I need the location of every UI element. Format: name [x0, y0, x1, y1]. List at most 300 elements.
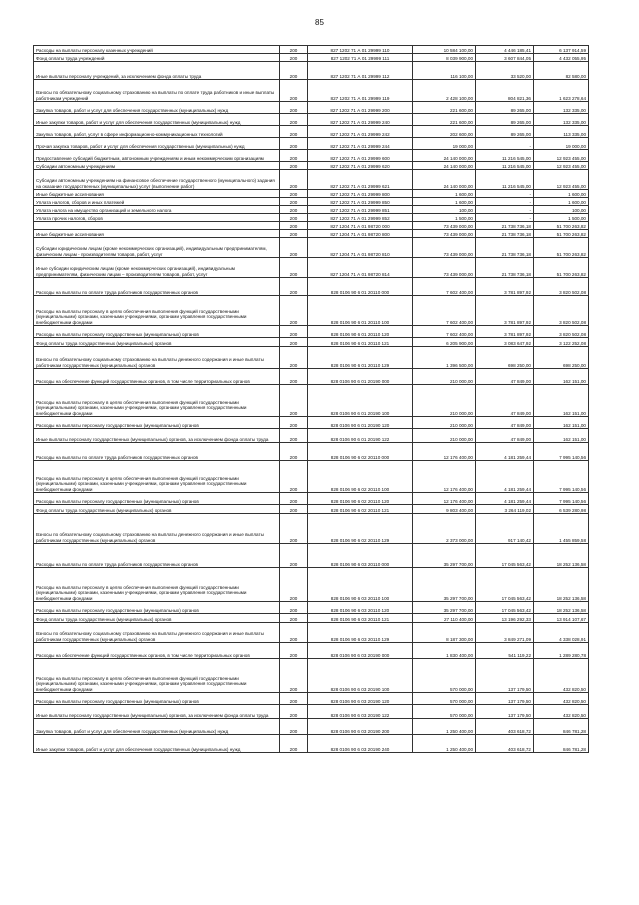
- row-description: Предоставление субсидий бюджетным, автономным учреждениям и иным некоммерческим организациям: [34, 150, 280, 162]
- row-line-code: 200: [280, 170, 308, 190]
- row-description: Иные бюджетные ассигнования: [34, 190, 280, 198]
- row-executed-amount: 403 618,72: [476, 719, 534, 735]
- row-remaining-amount: 3 820 502,08: [534, 278, 589, 296]
- row-approved-amount: 2 428 100,00: [413, 80, 476, 102]
- row-remaining-amount: 432 820,50: [534, 693, 589, 705]
- row-line-code: 200: [280, 735, 308, 753]
- row-description: Расходы на обеспечение функций государственных органов, в том числе территориальных органов: [34, 643, 280, 659]
- row-description: Иные субсидии юридическим лицам (кроме некоммерческих организаций), индивидуальным предпринимателям, физическим лицам – производителям товаров, работ, услуг: [34, 258, 280, 278]
- row-line-code: 200: [280, 568, 308, 602]
- table-row: [34, 326, 589, 338]
- row-executed-amount: 3 781 897,92: [476, 296, 534, 326]
- row-approved-amount: 1 500,00: [413, 214, 476, 222]
- row-executed-amount: 3 849 271,09: [476, 623, 534, 643]
- row-remaining-amount: 4 338 028,91: [534, 623, 589, 643]
- row-classification-code: 828 0106 90 6 03 20190 200: [308, 719, 413, 735]
- row-executed-amount: -: [476, 198, 534, 206]
- row-line-code: 200: [280, 514, 308, 544]
- row-line-code: 200: [280, 369, 308, 385]
- row-description: Фонд оплаты труда учреждений: [34, 54, 280, 62]
- row-description: Субсидии автономным учреждениям: [34, 162, 280, 170]
- row-executed-amount: 47 849,00: [476, 417, 534, 429]
- row-line-code: 200: [280, 326, 308, 338]
- row-description: Расходы на выплаты персоналу в целях обеспечения выполнения функций государственными (муниципальными) органами, казенными учреждениями, органами управления государственными внебюджетными фондами: [34, 568, 280, 602]
- row-line-code: 200: [280, 505, 308, 514]
- row-executed-amount: -: [476, 190, 534, 198]
- row-approved-amount: 27 110 400,00: [413, 614, 476, 623]
- row-description: Уплата налогов, сборов и иных платежей: [34, 198, 280, 206]
- row-line-code: 200: [280, 190, 308, 198]
- row-line-code: 200: [280, 278, 308, 296]
- row-classification-code: 828 0106 90 6 03 20110 121: [308, 614, 413, 623]
- row-approved-amount: 73 439 000,00: [413, 222, 476, 230]
- row-executed-amount: 21 738 736,18: [476, 238, 534, 258]
- row-approved-amount: 6 205 900,00: [413, 338, 476, 347]
- row-remaining-amount: 132 335,00: [534, 102, 589, 114]
- row-approved-amount: 10 584 100,00: [413, 46, 476, 54]
- row-remaining-amount: 100,00: [534, 206, 589, 214]
- row-remaining-amount: 1 500,00: [534, 214, 589, 222]
- row-line-code: 200: [280, 62, 308, 80]
- table-row: [34, 102, 589, 114]
- row-approved-amount: 1 830 400,00: [413, 643, 476, 659]
- row-remaining-amount: 13 914 107,67: [534, 614, 589, 623]
- row-classification-code: 828 0106 90 6 01 20110 120: [308, 326, 413, 338]
- row-executed-amount: 11 216 545,00: [476, 150, 534, 162]
- row-description: Субсидии юридическим лицам (кроме некоммерческих организаций), индивидуальным предпринимателям, физическим лицам - производителям товаров, работ, услуг: [34, 238, 280, 258]
- row-executed-amount: 21 738 736,18: [476, 222, 534, 230]
- row-description: Расходы на выплаты персоналу государственных (муниципальных) органов: [34, 417, 280, 429]
- row-executed-amount: 3 781 897,92: [476, 278, 534, 296]
- row-line-code: 200: [280, 126, 308, 138]
- row-executed-amount: 4 181 259,44: [476, 443, 534, 461]
- table-row: [34, 278, 589, 296]
- row-approved-amount: 35 297 700,00: [413, 602, 476, 614]
- row-classification-code: 827 1202 71 А 01 29999 620: [308, 162, 413, 170]
- row-classification-code: 828 0106 90 6 03 20190 120: [308, 693, 413, 705]
- table-row: [34, 369, 589, 385]
- row-description: Закупка товаров, работ и услуг для обеспечения государственных (муниципальных) нужд: [34, 719, 280, 735]
- row-approved-amount: 12 176 400,00: [413, 493, 476, 505]
- row-executed-amount: 11 216 545,00: [476, 162, 534, 170]
- table-row: [34, 385, 589, 417]
- row-description: Закупка товаров, работ, услуг в сфере информационно-коммуникационных технологий: [34, 126, 280, 138]
- row-line-code: 200: [280, 705, 308, 719]
- row-executed-amount: 17 045 563,42: [476, 602, 534, 614]
- row-remaining-amount: 51 700 263,82: [534, 230, 589, 238]
- row-executed-amount: -: [476, 138, 534, 150]
- row-approved-amount: 73 439 000,00: [413, 238, 476, 258]
- row-approved-amount: 570 000,00: [413, 659, 476, 693]
- page-number: 85: [315, 18, 324, 27]
- table-row: [34, 258, 589, 278]
- row-remaining-amount: 6 137 914,59: [534, 46, 589, 54]
- table-row: [34, 80, 589, 102]
- row-description: Расходы на выплаты персоналу в целях обеспечения выполнения функций государственными (муниципальными) органами, казенными учреждениями, органами управления государственными внебюджетными фондами: [34, 385, 280, 417]
- table-row: [34, 705, 589, 719]
- row-remaining-amount: 162 151,00: [534, 417, 589, 429]
- table-row: [34, 429, 589, 443]
- row-executed-amount: 4 181 259,44: [476, 461, 534, 493]
- row-description: Фонд оплаты труда государственных (муниципальных) органов: [34, 505, 280, 514]
- row-remaining-amount: 698 250,00: [534, 347, 589, 369]
- row-approved-amount: 9 803 400,00: [413, 505, 476, 514]
- row-executed-amount: 89 265,00: [476, 126, 534, 138]
- row-line-code: 200: [280, 417, 308, 429]
- row-classification-code: 828 0106 90 6 02 20110 100: [308, 461, 413, 493]
- row-executed-amount: -: [476, 206, 534, 214]
- row-executed-amount: 21 738 736,18: [476, 230, 534, 238]
- row-approved-amount: 73 439 000,00: [413, 258, 476, 278]
- row-classification-code: 827 1202 71 А 01 29999 850: [308, 198, 413, 206]
- table-row: [34, 296, 589, 326]
- row-approved-amount: 570 000,00: [413, 705, 476, 719]
- row-classification-code: 828 0106 90 6 03 20110 100: [308, 568, 413, 602]
- row-executed-amount: 3 607 844,05: [476, 54, 534, 62]
- row-classification-code: 828 0106 90 6 01 20110 100: [308, 296, 413, 326]
- row-remaining-amount: 1 289 280,78: [534, 643, 589, 659]
- row-classification-code: 828 0106 90 6 03 20190 100: [308, 659, 413, 693]
- row-line-code: 200: [280, 222, 308, 230]
- table-row: [34, 62, 589, 80]
- row-remaining-amount: 12 923 455,00: [534, 162, 589, 170]
- row-classification-code: 827 1204 71 А 01 98720 810: [308, 238, 413, 258]
- budget-execution-table: [33, 45, 589, 753]
- table-row: [34, 417, 589, 429]
- row-classification-code: 828 0106 90 6 01 20190 120: [308, 417, 413, 429]
- row-executed-amount: 4 446 185,41: [476, 46, 534, 54]
- row-line-code: 200: [280, 443, 308, 461]
- row-approved-amount: 221 600,00: [413, 114, 476, 126]
- table-row: [34, 614, 589, 623]
- row-approved-amount: 35 297 700,00: [413, 568, 476, 602]
- row-approved-amount: 7 602 400,00: [413, 296, 476, 326]
- row-classification-code: 827 1202 71 А 01 29999 242: [308, 126, 413, 138]
- row-classification-code: 827 1204 71 А 01 98720 814: [308, 258, 413, 278]
- row-approved-amount: 210 000,00: [413, 385, 476, 417]
- row-remaining-amount: 432 820,50: [534, 659, 589, 693]
- row-classification-code: 827 1202 71 А 01 29999 112: [308, 62, 413, 80]
- row-remaining-amount: 12 923 455,00: [534, 170, 589, 190]
- row-remaining-amount: 6 539 280,98: [534, 505, 589, 514]
- row-classification-code: 828 0106 90 6 03 20190 000: [308, 643, 413, 659]
- row-remaining-amount: 82 580,00: [534, 62, 589, 80]
- row-approved-amount: 12 176 400,00: [413, 461, 476, 493]
- row-executed-amount: 17 045 563,42: [476, 544, 534, 568]
- row-line-code: 200: [280, 659, 308, 693]
- row-line-code: 200: [280, 347, 308, 369]
- row-classification-code: 827 1204 71 А 01 98720 000: [308, 222, 413, 230]
- table-row: [34, 238, 589, 258]
- row-approved-amount: 35 297 700,00: [413, 544, 476, 568]
- table-row: [34, 493, 589, 505]
- row-classification-code: 828 0106 90 6 03 20110 129: [308, 623, 413, 643]
- row-description: Расходы на выплаты персоналу государственных (муниципальных) органов: [34, 693, 280, 705]
- row-remaining-amount: 3 820 502,08: [534, 326, 589, 338]
- row-approved-amount: 12 176 400,00: [413, 443, 476, 461]
- table-row: [34, 659, 589, 693]
- table-row: [34, 443, 589, 461]
- row-line-code: 200: [280, 54, 308, 62]
- row-executed-amount: 33 520,00: [476, 62, 534, 80]
- row-description: Фонд оплаты труда государственных (муниципальных) органов: [34, 338, 280, 347]
- row-approved-amount: 19 000,00: [413, 138, 476, 150]
- row-line-code: 200: [280, 46, 308, 54]
- row-executed-amount: 403 618,72: [476, 735, 534, 753]
- row-description: Расходы на выплаты по оплате труда работников государственных органов: [34, 278, 280, 296]
- row-line-code: 200: [280, 230, 308, 238]
- row-classification-code: 827 1202 71 А 01 29999 200: [308, 102, 413, 114]
- row-classification-code: 828 0106 90 6 02 20110 120: [308, 493, 413, 505]
- row-line-code: 200: [280, 198, 308, 206]
- row-description: Иные закупки товаров, работ и услуг для обеспечения государственных (муниципальных) нужд: [34, 735, 280, 753]
- row-executed-amount: 13 196 292,33: [476, 614, 534, 623]
- row-description: Иные выплаты персоналу государственных (муниципальных) органов, за исключением фонда оплаты труда: [34, 429, 280, 443]
- row-approved-amount: 1 396 500,00: [413, 347, 476, 369]
- row-remaining-amount: 162 151,00: [534, 369, 589, 385]
- row-description: Иные бюджетные ассигнования: [34, 230, 280, 238]
- table-row: [34, 602, 589, 614]
- row-classification-code: 828 0106 90 6 03 20110 000: [308, 544, 413, 568]
- row-executed-amount: 917 140,42: [476, 514, 534, 544]
- row-approved-amount: 8 039 900,00: [413, 54, 476, 62]
- row-classification-code: 827 1202 71 А 01 29999 111: [308, 54, 413, 62]
- row-line-code: 200: [280, 206, 308, 214]
- row-remaining-amount: 113 335,00: [534, 126, 589, 138]
- table-row: [34, 126, 589, 138]
- row-executed-amount: 89 265,00: [476, 114, 534, 126]
- row-executed-amount: 21 738 736,18: [476, 258, 534, 278]
- row-classification-code: 828 0106 90 6 01 20190 100: [308, 385, 413, 417]
- row-remaining-amount: 51 700 263,82: [534, 222, 589, 230]
- row-classification-code: 828 0106 90 6 01 20110 000: [308, 278, 413, 296]
- table-row: [34, 230, 589, 238]
- row-classification-code: 827 1202 71 А 01 29999 851: [308, 206, 413, 214]
- row-approved-amount: 73 439 000,00: [413, 230, 476, 238]
- table-row: [34, 514, 589, 544]
- row-executed-amount: 804 821,36: [476, 80, 534, 102]
- row-line-code: 200: [280, 385, 308, 417]
- row-remaining-amount: 3 820 502,08: [534, 296, 589, 326]
- row-description: Расходы на выплаты персоналу в целях обеспечения выполнения функций государственными (муниципальными) органами, казенными учреждениями, органами управления государственными внебюджетными фондами: [34, 659, 280, 693]
- row-approved-amount: 221 600,00: [413, 102, 476, 114]
- row-description: Закупка товаров, работ и услуг для обеспечения государственных (муниципальных) нужд: [34, 102, 280, 114]
- table-row: [34, 46, 589, 54]
- table-row: [34, 206, 589, 214]
- row-classification-code: 828 0106 90 6 03 20190 240: [308, 735, 413, 753]
- row-description: Иные выплаты персоналу учреждений, за исключением фонда оплаты труда: [34, 62, 280, 80]
- row-description: [34, 222, 280, 230]
- table-row: [34, 162, 589, 170]
- row-classification-code: 828 0106 90 6 01 20110 129: [308, 347, 413, 369]
- table-row: [34, 719, 589, 735]
- row-description: Расходы на обеспечение функций государственных органов, в том числе территориальных органов: [34, 369, 280, 385]
- row-executed-amount: 47 849,00: [476, 369, 534, 385]
- row-remaining-amount: 1 455 859,58: [534, 514, 589, 544]
- row-executed-amount: 137 179,50: [476, 705, 534, 719]
- row-line-code: 200: [280, 614, 308, 623]
- row-remaining-amount: 18 252 136,58: [534, 568, 589, 602]
- row-approved-amount: 210 000,00: [413, 429, 476, 443]
- row-line-code: 200: [280, 162, 308, 170]
- row-executed-amount: -: [476, 214, 534, 222]
- row-line-code: 200: [280, 493, 308, 505]
- row-line-code: 200: [280, 80, 308, 102]
- row-classification-code: 828 0106 90 6 01 20190 000: [308, 369, 413, 385]
- row-classification-code: 828 0106 90 6 03 20190 122: [308, 705, 413, 719]
- row-remaining-amount: 1 600,00: [534, 190, 589, 198]
- row-approved-amount: 202 600,00: [413, 126, 476, 138]
- row-classification-code: 827 1202 71 А 01 29999 800: [308, 190, 413, 198]
- row-line-code: 200: [280, 623, 308, 643]
- table-row: [34, 461, 589, 493]
- row-description: Расходы на выплаты персоналу в целях обеспечения выполнения функций государственными (муниципальными) органами, казенными учреждениями, органами управления государственными внебюджетными фондами: [34, 461, 280, 493]
- row-classification-code: 827 1202 71 А 01 29999 600: [308, 150, 413, 162]
- row-description: Расходы на выплаты персоналу казенных учреждений: [34, 46, 280, 54]
- row-classification-code: 827 1202 71 А 01 29999 621: [308, 170, 413, 190]
- row-classification-code: 828 0106 90 6 01 20110 121: [308, 338, 413, 347]
- table-row: [34, 623, 589, 643]
- row-approved-amount: 7 602 400,00: [413, 326, 476, 338]
- row-classification-code: 828 0106 90 6 01 20190 122: [308, 429, 413, 443]
- row-line-code: 200: [280, 602, 308, 614]
- row-remaining-amount: 162 151,00: [534, 385, 589, 417]
- row-classification-code: 827 1204 71 А 01 98720 800: [308, 230, 413, 238]
- row-approved-amount: 100,00: [413, 206, 476, 214]
- row-approved-amount: 2 373 000,00: [413, 514, 476, 544]
- row-description: Расходы на выплаты по оплате труда работников государственных органов: [34, 544, 280, 568]
- row-description: Расходы на выплаты персоналу государственных (муниципальных) органов: [34, 602, 280, 614]
- row-remaining-amount: 19 000,00: [534, 138, 589, 150]
- row-approved-amount: 7 602 400,00: [413, 278, 476, 296]
- row-description: Взносы по обязательному социальному страхованию на выплаты по оплате труда работников и иные выплаты работникам учреждений: [34, 80, 280, 102]
- row-remaining-amount: 18 252 136,58: [534, 544, 589, 568]
- row-classification-code: 828 0106 90 6 02 20110 000: [308, 443, 413, 461]
- row-remaining-amount: 3 122 252,08: [534, 338, 589, 347]
- table-row: [34, 643, 589, 659]
- table-row: [34, 338, 589, 347]
- row-approved-amount: 1 250 400,00: [413, 719, 476, 735]
- row-executed-amount: 4 181 259,44: [476, 493, 534, 505]
- row-description: Уплата прочих налогов, сборов: [34, 214, 280, 222]
- row-classification-code: 827 1202 71 А 01 29999 852: [308, 214, 413, 222]
- row-approved-amount: 1 600,00: [413, 198, 476, 206]
- row-executed-amount: 17 045 563,42: [476, 568, 534, 602]
- row-line-code: 200: [280, 138, 308, 150]
- row-description: Прочая закупка товаров, работ и услуг для обеспечения государственных (муниципальных) нужд: [34, 138, 280, 150]
- row-remaining-amount: 4 432 055,95: [534, 54, 589, 62]
- row-line-code: 200: [280, 643, 308, 659]
- row-line-code: 200: [280, 338, 308, 347]
- row-classification-code: 827 1202 71 А 01 29999 119: [308, 80, 413, 102]
- row-line-code: 200: [280, 102, 308, 114]
- row-executed-amount: 541 119,22: [476, 643, 534, 659]
- table-row: [34, 347, 589, 369]
- table-row: [34, 505, 589, 514]
- table-row: [34, 198, 589, 206]
- row-executed-amount: 3 264 119,02: [476, 505, 534, 514]
- row-line-code: 200: [280, 114, 308, 126]
- row-description: Иные выплаты персоналу государственных (муниципальных) органов, за исключением фонда оплаты труда: [34, 705, 280, 719]
- table-row: [34, 544, 589, 568]
- row-approved-amount: 116 100,00: [413, 62, 476, 80]
- table-row: [34, 190, 589, 198]
- row-description: Субсидии автономным учреждениям на финансовое обеспечение государственного (муниципального) задания на оказание государственных (муниципальных) услуг (выполнение работ): [34, 170, 280, 190]
- row-description: Фонд оплаты труда государственных (муниципальных) органов: [34, 614, 280, 623]
- table-row: [34, 693, 589, 705]
- row-remaining-amount: 1 623 278,64: [534, 80, 589, 102]
- row-line-code: 200: [280, 429, 308, 443]
- row-description: Расходы на выплаты персоналу государственных (муниципальных) органов: [34, 326, 280, 338]
- table-row: [34, 214, 589, 222]
- row-remaining-amount: 162 151,00: [534, 429, 589, 443]
- row-approved-amount: 24 140 000,00: [413, 170, 476, 190]
- row-executed-amount: 3 781 897,92: [476, 326, 534, 338]
- row-line-code: 200: [280, 258, 308, 278]
- row-approved-amount: 210 000,00: [413, 417, 476, 429]
- table-row: [34, 114, 589, 126]
- row-classification-code: 828 0106 90 6 02 20110 129: [308, 514, 413, 544]
- row-line-code: 200: [280, 719, 308, 735]
- table-row: [34, 54, 589, 62]
- table-row: [34, 170, 589, 190]
- row-line-code: 200: [280, 296, 308, 326]
- table-body: [34, 46, 589, 753]
- row-approved-amount: 24 140 000,00: [413, 162, 476, 170]
- row-approved-amount: 1 250 400,00: [413, 735, 476, 753]
- table-row: [34, 568, 589, 602]
- row-description: Расходы на выплаты персоналу в целях обеспечения выполнения функций государственными (муниципальными) органами, казенными учреждениями, органами управления государственными внебюджетными фондами: [34, 296, 280, 326]
- row-executed-amount: 89 265,00: [476, 102, 534, 114]
- table-row: [34, 735, 589, 753]
- row-executed-amount: 47 849,00: [476, 429, 534, 443]
- row-executed-amount: 47 849,00: [476, 385, 534, 417]
- row-remaining-amount: 1 600,00: [534, 198, 589, 206]
- row-executed-amount: 137 179,50: [476, 693, 534, 705]
- row-classification-code: 828 0106 90 6 03 20110 120: [308, 602, 413, 614]
- row-line-code: 200: [280, 150, 308, 162]
- row-remaining-amount: 7 995 140,56: [534, 461, 589, 493]
- row-classification-code: 828 0106 90 6 02 20110 121: [308, 505, 413, 514]
- row-line-code: 200: [280, 693, 308, 705]
- table-row: [34, 138, 589, 150]
- row-approved-amount: 570 000,00: [413, 693, 476, 705]
- row-executed-amount: 698 250,00: [476, 347, 534, 369]
- row-approved-amount: 1 600,00: [413, 190, 476, 198]
- row-description: Взносы по обязательному социальному страхованию на выплаты денежного содержания и иные выплаты работникам государственных (муниципальных) органов: [34, 514, 280, 544]
- row-line-code: 200: [280, 544, 308, 568]
- row-executed-amount: 11 216 545,00: [476, 170, 534, 190]
- row-line-code: 200: [280, 461, 308, 493]
- row-remaining-amount: 51 700 263,82: [534, 238, 589, 258]
- row-description: Уплата налога на имущество организаций и земельного налога: [34, 206, 280, 214]
- row-remaining-amount: 7 995 140,56: [534, 493, 589, 505]
- row-approved-amount: 210 000,00: [413, 369, 476, 385]
- table-row: [34, 222, 589, 230]
- row-remaining-amount: 432 820,50: [534, 705, 589, 719]
- row-approved-amount: 8 187 300,00: [413, 623, 476, 643]
- row-line-code: 200: [280, 214, 308, 222]
- row-description: Расходы на выплаты персоналу государственных (муниципальных) органов: [34, 493, 280, 505]
- row-executed-amount: 137 179,50: [476, 659, 534, 693]
- row-description: Иные закупки товаров, работ и услуг для обеспечения государственных (муниципальных) нужд: [34, 114, 280, 126]
- row-remaining-amount: 846 781,28: [534, 735, 589, 753]
- row-description: Взносы по обязательному социальному страхованию на выплаты денежного содержания и иные выплаты работникам государственных (муниципальных) органов: [34, 623, 280, 643]
- row-approved-amount: 24 140 000,00: [413, 150, 476, 162]
- row-classification-code: 827 1202 71 А 01 29999 240: [308, 114, 413, 126]
- row-remaining-amount: 846 781,28: [534, 719, 589, 735]
- row-description: Взносы по обязательному социальному страхованию на выплаты денежного содержания и иные выплаты работникам государственных (муниципальных) органов: [34, 347, 280, 369]
